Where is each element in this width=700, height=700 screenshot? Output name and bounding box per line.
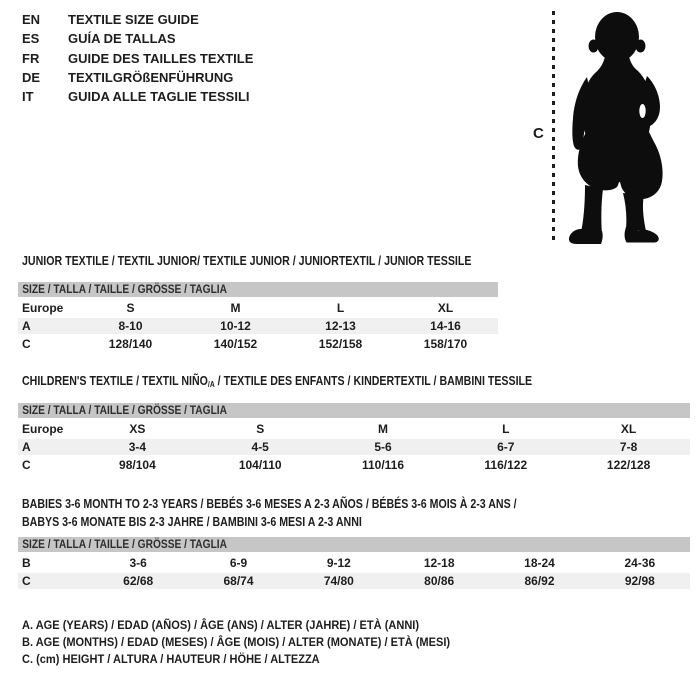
row-label: B [22, 556, 31, 570]
table-cell: M [377, 422, 388, 436]
table-cell: L [336, 301, 345, 315]
language-code: ES [22, 31, 40, 47]
table-row-height [18, 573, 690, 589]
section-title-junior: JUNIOR TEXTILE / TEXTIL JUNIOR/ TEXTILE JUNIOR / JUNIORTEXTIL / JUNIOR TESSILE [22, 254, 472, 268]
table-cell: 12-18 [423, 556, 455, 570]
table-cell: 3-6 [129, 556, 147, 570]
table-row-months [18, 555, 690, 571]
table-cell: 10-12 [220, 319, 251, 333]
table-cell: 18-24 [524, 556, 555, 570]
language-row-it [22, 87, 253, 106]
table-cell: 8-10 [118, 319, 143, 333]
table-cell: 110/116 [361, 458, 405, 472]
table-cell: 68/74 [223, 574, 254, 588]
title-line-1: BABIES 3-6 MONTH TO 2-3 YEARS / BEBÉS 3-6 MESES A 2-3 AÑOS / BÉBÉS 3-6 MOIS À 2-3 ANS / [22, 497, 517, 511]
babies-size-table [18, 537, 690, 591]
language-title-list [22, 10, 253, 106]
language-row-de [22, 68, 253, 87]
table-cell: 92/98 [624, 574, 655, 588]
title-line-2: BABYS 3-6 MONATE BIS 2-3 JAHRE / BAMBINI 3-6 MESI A 2-3 ANNI [22, 515, 362, 529]
title-text: CHILDREN'S TEXTILE / TEXTIL NIÑO [22, 374, 208, 388]
size-header-bar: SIZE / TALLA / TAILLE / GRÖSSE / TAGLIA [18, 537, 690, 552]
baby-silhouette-icon [565, 5, 685, 245]
table-cell: S [126, 301, 135, 315]
row-label: Europe [22, 422, 64, 436]
table-cell: XL [620, 422, 637, 436]
table-cell: 14-16 [430, 319, 461, 333]
table-cell: 80/86 [424, 574, 455, 588]
table-cell: 5-6 [374, 440, 392, 454]
table-cell: 6-7 [497, 440, 515, 454]
table-cell: 3-4 [128, 440, 147, 454]
table-cell: 12-13 [325, 319, 356, 333]
size-header-bar: SIZE / TALLA / TAILLE / GRÖSSE / TAGLIA [18, 282, 498, 297]
table-row-age [18, 439, 690, 455]
language-code: FR [22, 50, 40, 66]
table-row-height [18, 457, 690, 473]
language-row-fr [22, 49, 253, 68]
section-title-babies [22, 495, 517, 531]
table-row-europe [18, 421, 690, 437]
language-code: DE [22, 69, 41, 85]
children-size-table [18, 403, 690, 475]
language-code: IT [22, 89, 34, 105]
table-cell: 6-9 [229, 556, 248, 570]
table-cell: 86/92 [524, 574, 555, 588]
legend-line-c: C. (cm) HEIGHT / ALTURA / HAUTEUR / HÖHE / ALTEZZA [22, 652, 320, 666]
table-row-height [18, 336, 498, 352]
junior-size-table [18, 282, 498, 354]
table-cell: 4-5 [251, 440, 269, 454]
table-cell: XS [129, 422, 146, 436]
row-label: C [22, 458, 31, 472]
measure-legend [22, 617, 487, 668]
language-title: GUIDE DES TAILLES TEXTILE [68, 50, 254, 66]
table-cell: 128/140 [108, 337, 153, 351]
row-label: A [22, 319, 31, 333]
table-cell: 140/152 [213, 337, 258, 351]
section-title-children [22, 374, 532, 392]
table-cell: L [502, 422, 510, 436]
table-cell: 122/128 [606, 458, 651, 472]
table-cell: 74/80 [323, 574, 354, 588]
table-row-europe [18, 300, 498, 316]
table-cell: 24-36 [624, 556, 656, 570]
table-row-age [18, 318, 498, 334]
table-cell: 98/104 [119, 458, 156, 472]
language-row-es [22, 29, 253, 48]
language-title: TEXTILE SIZE GUIDE [68, 12, 199, 27]
language-row-en [22, 10, 253, 29]
language-title: GUIDA ALLE TAGLIE TESSILI [68, 89, 250, 105]
table-cell: M [230, 301, 241, 315]
table-cell: 152/158 [318, 337, 363, 351]
legend-line-b: B. AGE (MONTHS) / EDAD (MESES) / ÂGE (MOIS) / ALTER (MONATE) / ETÀ (MESI) [22, 635, 451, 649]
table-cell: S [256, 422, 265, 436]
language-title: GUÍA DE TALLAS [68, 31, 176, 47]
table-cell: 104/110 [238, 458, 282, 472]
table-cell: 9-12 [326, 556, 351, 570]
title-subscript: /A [207, 380, 215, 389]
language-title: TEXTILGRÖßENFÜHRUNG [68, 69, 234, 85]
language-code: EN [22, 12, 41, 27]
height-measure-dashed-line [552, 11, 555, 243]
table-cell: 116/122 [484, 458, 528, 472]
size-header-bar: SIZE / TALLA / TAILLE / GRÖSSE / TAGLIA [18, 403, 690, 418]
table-cell: 158/170 [423, 337, 468, 351]
legend-line-a: A. AGE (YEARS) / EDAD (AÑOS) / ÂGE (ANS) / ALTER (JAHRE) / ETÀ (ANNI) [22, 618, 420, 632]
table-cell: XL [437, 301, 454, 315]
row-label: Europe [22, 301, 64, 315]
table-cell: 7-8 [619, 440, 638, 454]
row-label: A [22, 440, 31, 454]
height-measure-label: C [533, 125, 544, 142]
title-text: / TEXTILE DES ENFANTS / KINDERTEXTIL / BAMBINI TESSILE [214, 374, 533, 388]
table-cell: 62/68 [123, 574, 154, 588]
row-label: C [22, 574, 31, 588]
row-label: C [22, 337, 31, 351]
